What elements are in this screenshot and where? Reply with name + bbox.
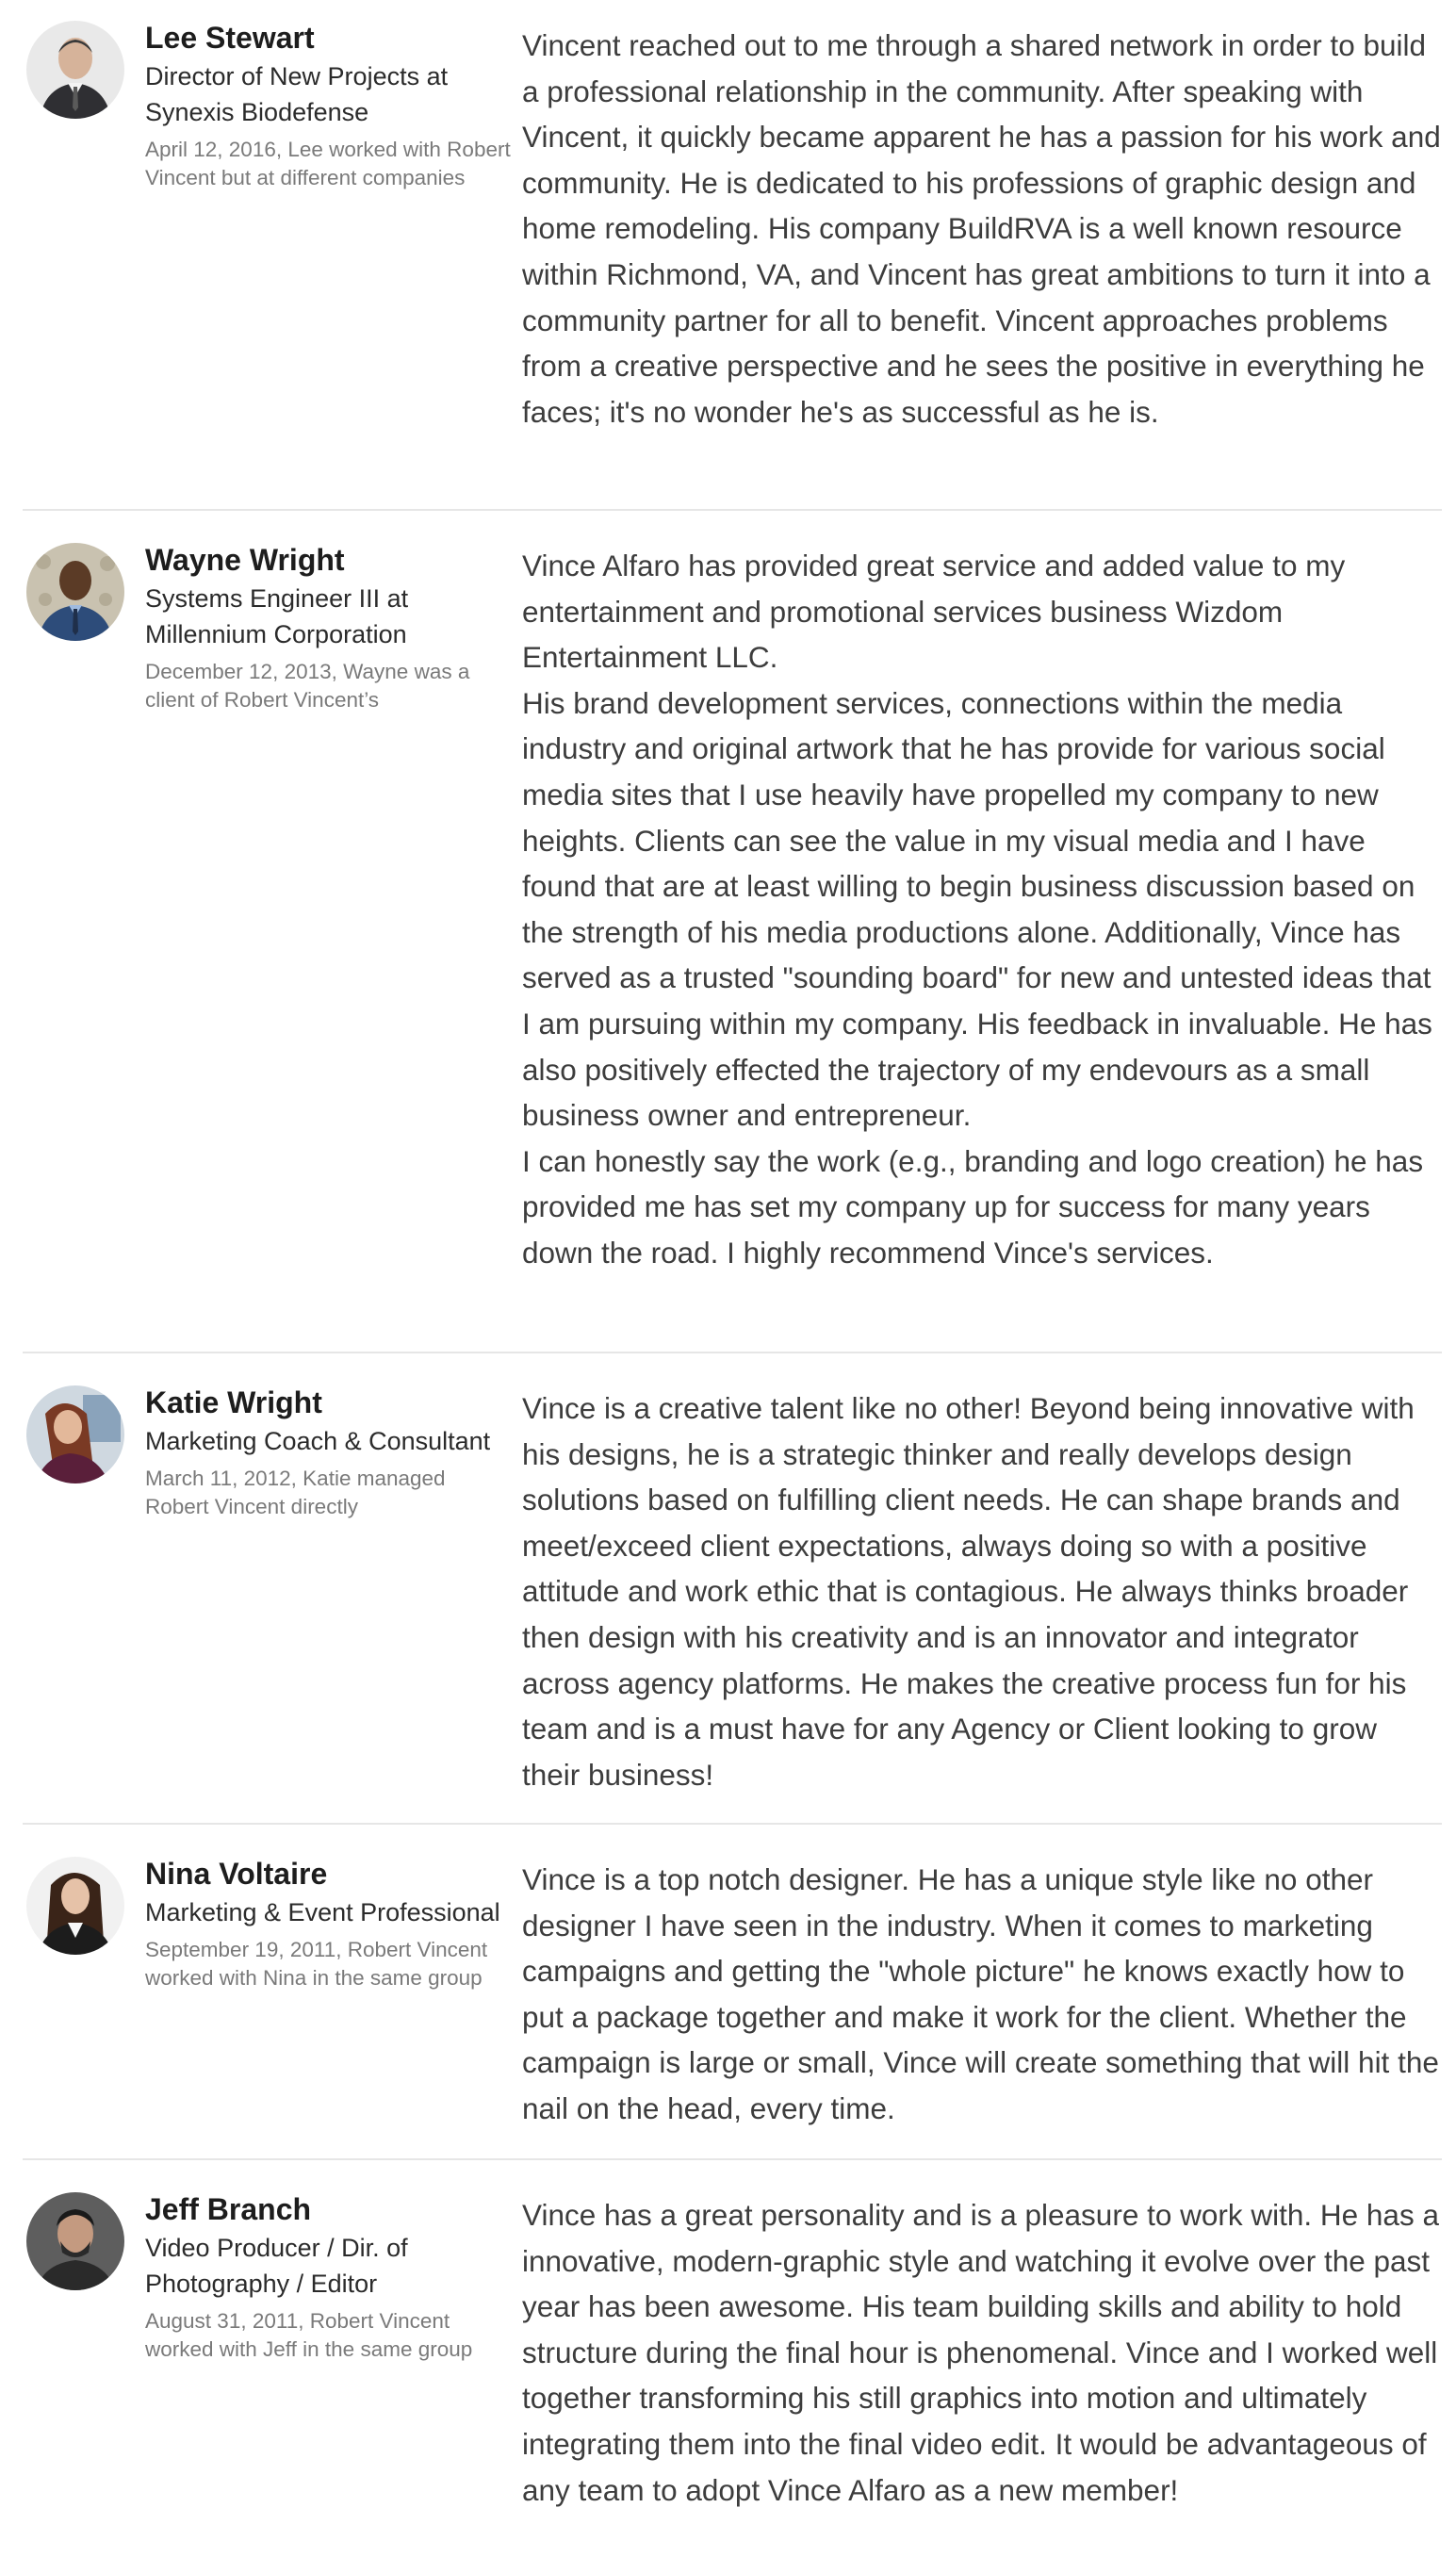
recommendation-text: [522, 2192, 1442, 2513]
recommender-name[interactable]: Lee Stewart: [145, 21, 315, 55]
recommender-headline: Systems Engineer III at Millennium Corporation: [145, 584, 409, 648]
recommendation-date: April 12, 2016, Lee worked with Robert Vincent but at different companies: [145, 138, 511, 189]
recommendation-date: December 12, 2013, Wayne was a client of Robert Vincent’s: [145, 660, 470, 712]
recommender-name[interactable]: Jeff Branch: [145, 2192, 312, 2226]
person-avatar-icon: [26, 543, 124, 641]
recommendation-paragraph: Vincent reached out to me through a shared network in order to build a professional relationship in the community. After speaking with Vincent, it quickly became apparent he has a passion for his work and community. He is dedicated to his professions of graphic design and home remodeling. His company BuildRVA is a well known resource within Richmond, VA, and Vincent has great ambitions to turn it into a community partner for all to benefit. Vincent approaches problems from a creative perspective and he sees the positive in everything he faces; it's no wonder he's as successful as he is.: [522, 28, 1441, 429]
recommender-headline: Marketing Coach & Consultant: [145, 1427, 491, 1455]
recommendation-item: [23, 2160, 1442, 2557]
recommendation-paragraph: Vince has a great personality and is a pleasure to work with. He has a innovative, modern-graphic style and watching it evolve over the past year has been awesome. His team building skills and ability to hold structure during the final hour is phenomenal. Vince and I worked well together transforming his still graphics into motion and ultimately integrating them into the final video edit. It would be advantageous of any team to adopt Vince Alfaro as a new member!: [522, 2198, 1439, 2507]
recommendation-text: [522, 23, 1442, 434]
recommendation-paragraph: Vince is a top notch designer. He has a unique style like no other designer I have seen in the industry. When it comes to marketing campaigns and getting the "whole picture" he knows exactly how to put a package together and make it work for the client. Whether the campaign is large or small, Vince will create something that will hit the nail on the head, every time.: [522, 1862, 1439, 2125]
avatar[interactable]: [26, 543, 124, 641]
recommendation-paragraph: His brand development services, connections within the media industry and original artwork that he has provide for various social media sites that I use heavily have propelled my company to new heights. Clients can see the value in my visual media and I have found that are at least willing to begin business discussion based on the strength of his media productions alone. Additionally, Vince has served as a trusted "sounding board" for new and untested ideas that I am pursuing within my company. His feedback in invaluable. He has also positively effected the trajectory of my endevours as a small business owner and entrepreneur.: [522, 685, 1432, 1133]
person-avatar-icon: [26, 21, 124, 119]
recommendation-paragraph: Vince Alfaro has provided great service and added value to my entertainment and promotional services business Wizdom Entertainment LLC.: [522, 549, 1346, 675]
recommender-name[interactable]: Wayne Wright: [145, 543, 345, 577]
recommendation-date: September 19, 2011, Robert Vincent worked with Nina in the same group: [145, 1938, 488, 1990]
recommender-meta: [145, 541, 513, 714]
recommender-headline: Marketing & Event Professional: [145, 1898, 500, 1926]
recommendation-item: [23, 1825, 1442, 2160]
person-avatar-icon: [26, 1385, 124, 1483]
recommender-headline: Video Producer / Dir. of Photography / Editor: [145, 2234, 408, 2298]
recommendation-item: [23, 511, 1442, 1353]
recommender-headline: Director of New Projects at Synexis Biodefense: [145, 62, 449, 126]
avatar[interactable]: [26, 1385, 124, 1483]
avatar[interactable]: [26, 21, 124, 119]
avatar[interactable]: [26, 2192, 124, 2290]
recommendation-item: [23, 1353, 1442, 1825]
recommender-meta: [145, 1384, 513, 1521]
recommendation-date: August 31, 2011, Robert Vincent worked with Jeff in the same group: [145, 2309, 473, 2361]
person-avatar-icon: [26, 1857, 124, 1955]
recommendation-text: [522, 1857, 1442, 2132]
avatar[interactable]: [26, 1857, 124, 1955]
recommendation-date: March 11, 2012, Katie managed Robert Vincent directly: [145, 1467, 446, 1518]
recommender-name[interactable]: Nina Voltaire: [145, 1857, 328, 1891]
recommender-meta: [145, 2190, 513, 2364]
recommender-meta: [145, 19, 513, 192]
person-avatar-icon: [26, 2192, 124, 2290]
recommendation-paragraph: I can honestly say the work (e.g., branding and logo creation) he has provided me has set my company up for success for many years down the road. I highly recommend Vince's services.: [522, 1143, 1424, 1270]
recommendation-paragraph: Vince is a creative talent like no other! Beyond being innovative with his designs, he is a strategic thinker and really develops design solutions based on fulfilling client needs. He can shape brands and meet/exceed client expectations, always doing so with a positive attitude and work ethic that is contagious. He always thinks broader then design with his creativity and is an innovator and integrator across agency platforms. He makes the creative process fun for his team and is a must have for any Agency or Client looking to grow their business!: [522, 1391, 1415, 1792]
recommendation-text: [522, 1385, 1442, 1797]
recommender-name[interactable]: Katie Wright: [145, 1385, 322, 1419]
recommendation-text: [522, 543, 1442, 1276]
recommendation-item: [23, 0, 1442, 511]
recommender-meta: [145, 1855, 513, 1992]
